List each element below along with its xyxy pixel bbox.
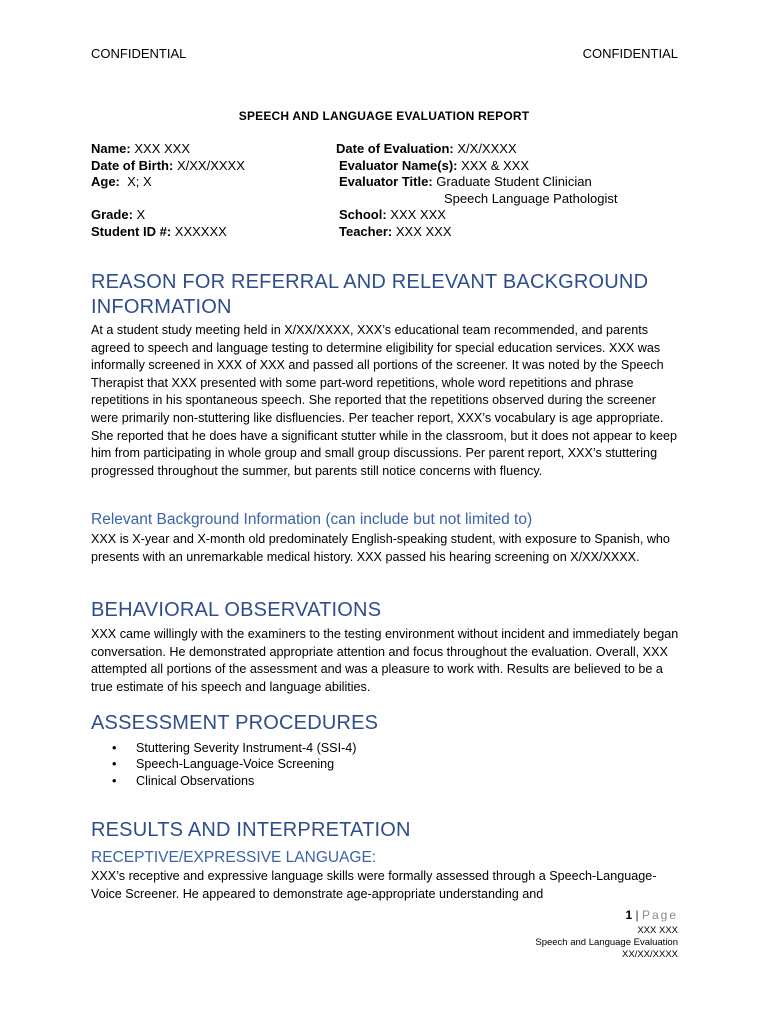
info-student-id-value: XXXXXX [171,223,227,239]
footer-doc-title: Speech and Language Evaluation [535,937,678,948]
info-name [91,141,190,158]
list-item [91,756,356,772]
heading-assessment: ASSESSMENT PROCEDURES [91,712,379,734]
info-teacher-value: XXX XXX [392,223,452,239]
info-evaluator-title-value: Graduate Student Clinician [432,174,592,189]
info-evaluator-name-label: Evaluator Name(s): [339,157,458,173]
info-school [339,207,446,224]
info-dob-label: Date of Birth: [91,157,174,173]
assessment-item-label: Clinical Observations [136,773,255,788]
info-age [91,174,152,191]
info-student-id-label: Student ID #: [91,223,172,239]
info-school-value: XXX XXX [386,207,446,222]
heading-behavioral: BEHAVIORAL OBSERVATIONS [91,599,382,621]
info-teacher-label: Teacher: [339,223,393,239]
bullet-icon: • [112,757,117,772]
info-grade-label: Grade: [91,207,133,222]
info-evaluator-name-value: XXX & XXX [457,157,530,173]
info-student-id [91,224,227,241]
assessment-item-label: Stuttering Severity Instrument-4 (SSI-4) [136,741,357,755]
info-age-value: X; X [119,174,152,189]
info-teacher [339,224,451,241]
info-grade-value: X [132,207,146,222]
header-confidential-right: CONFIDENTIAL [582,46,678,61]
info-evaluator-title-second: Speech Language Pathologist [444,190,618,206]
info-date-evaluation-label: Date of Evaluation: [336,141,454,156]
info-grade [91,207,145,224]
list-item [91,773,356,789]
subheading-receptive-expressive: RECEPTIVE/EXPRESSIVE LANGUAGE: [91,849,377,866]
footer-date: XX/XX/XXXX [622,949,678,960]
heading-referral: REASON FOR REFERRAL AND RELEVANT BACKGROUND INFORMATION [91,271,649,318]
info-dob [91,158,245,175]
info-evaluator-title [339,174,592,191]
info-age-label: Age: [91,174,120,189]
info-date-evaluation [336,141,517,158]
info-school-label: School: [339,207,387,222]
page-number: 1 [625,908,633,922]
info-date-evaluation-value: X/X/XXXX [453,141,517,156]
report-title: SPEECH AND LANGUAGE EVALUATION REPORT [238,109,530,123]
page-number-footer [625,908,678,922]
bullet-icon: • [112,773,117,788]
page-word: Page [641,908,678,922]
assessment-item-label: Speech-Language-Voice Screening [136,757,335,772]
info-evaluator-title-label: Evaluator Title: [339,174,433,189]
text-referral: At a student study meeting held in X/XX/XXXX, XXX’s educational team recommended, and parents agreed to speech and language testing to determine eligibility for special education services. XXX was informally screened in XXX of XXX and passed all portions of the screener. It was noted by the Speech Therapist that XXX presented with some part-word repetitions, whole word repetitions and phrase repetitions in his spontaneous speech. She reported that the repetitions observed during the screener were primarily non-stuttering like disfluencies. Per teacher report, XXX’s vocabulary is age appropriate. She reported that he does have a significant stutter while in the classroom, but it does not appear to keep him from participating in whole group and small group discussions. Per parent report, XXX’s stuttering progressed throughout the summer, but parents still notice concerns with fluency. [91,323,677,478]
header-confidential-left: CONFIDENTIAL [91,46,187,61]
bullet-icon: • [112,741,117,755]
text-background: XXX is X-year and X-month old predominately English-speaking student, with exposure to Spanish, who presents with an unremarkable medical history. XXX passed his hearing screening on X/XX/XXXX. [91,532,670,564]
info-name-value: XXX XXX [130,141,190,156]
list-item [91,740,356,756]
info-evaluator-name [339,158,529,175]
info-name-label: Name: [91,141,131,156]
subheading-background: Relevant Background Information (can include but not limited to) [91,511,533,528]
page-separator: | [632,908,642,922]
text-behavioral: XXX came willingly with the examiners to the testing environment without incident and immediately began conversation. He demonstrated appropriate attention and focus throughout the evaluation. Overall, XXX attempted all portions of the assessment and was a pleasure to work with. Results are believed to be a true estimate of his speech and language abilities. [91,627,679,694]
heading-results: RESULTS AND INTERPRETATION [91,819,411,841]
text-receptive-expressive: XXX’s receptive and expressive language skills were formally assessed through a Speech-Language-Voice Screener. He appeared to demonstrate age-appropriate understanding and [91,869,657,901]
assessment-list [91,740,356,789]
info-dob-value: X/XX/XXXX [173,157,245,173]
footer-name: XXX XXX [637,925,678,936]
